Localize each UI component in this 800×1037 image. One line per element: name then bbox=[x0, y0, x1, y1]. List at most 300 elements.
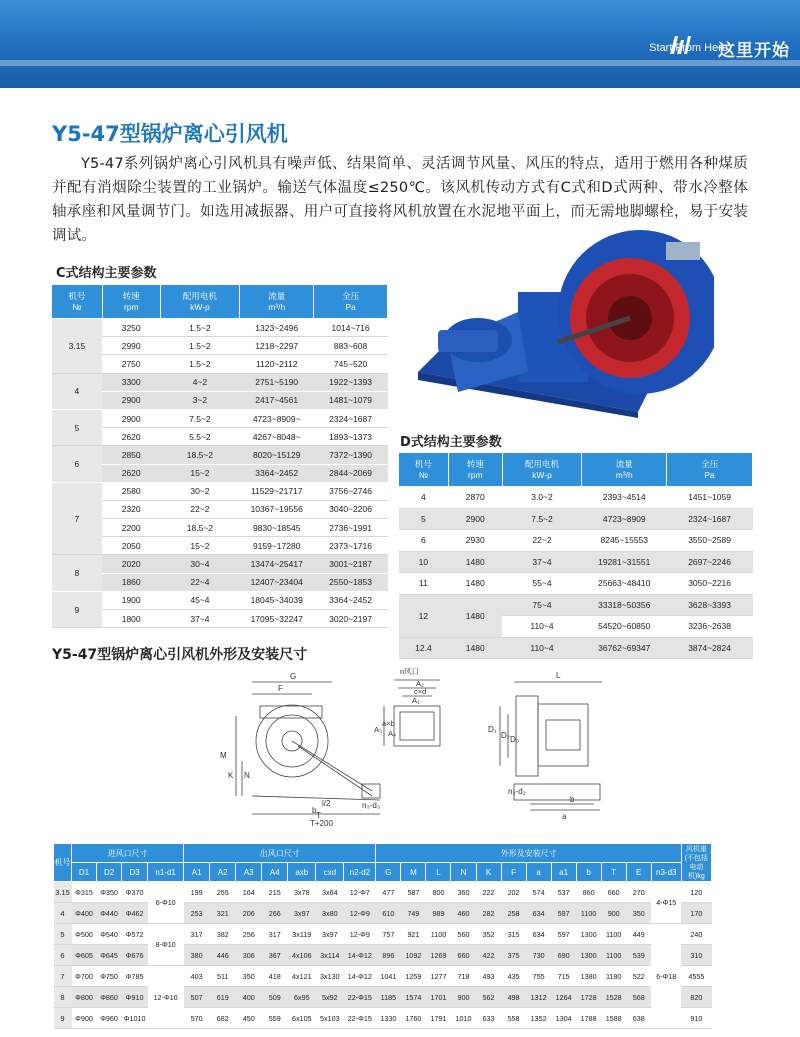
b-cell: 6x95 bbox=[288, 987, 316, 1008]
b-cell: 634 bbox=[526, 924, 551, 945]
b-cell: 4-Φ15 bbox=[651, 882, 681, 924]
side-view-diagram bbox=[212, 666, 390, 826]
c-cell: 4267~8048~ bbox=[240, 428, 314, 446]
table-row bbox=[399, 551, 753, 573]
c-cell: 45~4 bbox=[160, 591, 240, 609]
b-cell: 1352 bbox=[526, 1008, 551, 1029]
b-subheader: K bbox=[476, 863, 501, 882]
banner-stripe bbox=[0, 60, 800, 66]
table-row bbox=[52, 537, 388, 555]
b-cell: 633 bbox=[476, 1008, 501, 1029]
table-row bbox=[52, 337, 388, 355]
b-cell: 755 bbox=[526, 966, 551, 987]
d-cell: 7.5~2 bbox=[502, 508, 582, 530]
b-cell: 1100 bbox=[576, 903, 601, 924]
b-cell: 574 bbox=[526, 882, 551, 903]
b-cell: 539 bbox=[626, 945, 651, 966]
b-cell: 1304 bbox=[551, 1008, 576, 1029]
c-cell: 2620 bbox=[102, 464, 160, 482]
b-header-inlet: 进风口尺寸 bbox=[72, 844, 184, 863]
table-row bbox=[52, 464, 388, 482]
dim-label-axb: a×b bbox=[382, 719, 395, 728]
b-subheader: L bbox=[426, 863, 451, 882]
b-cell: 1788 bbox=[576, 1008, 601, 1029]
dim-label-d3: D₃ bbox=[510, 735, 520, 744]
dim-label-k: K bbox=[228, 771, 234, 780]
c-cell: 22~2 bbox=[160, 500, 240, 518]
b-cell: Φ676 bbox=[122, 945, 148, 966]
b-cell: 14-Φ12 bbox=[344, 966, 376, 987]
b-subheader: b bbox=[576, 863, 601, 882]
b-cell: 690 bbox=[551, 945, 576, 966]
c-cell: 1481~1079 bbox=[314, 391, 388, 409]
b-cell: 255 bbox=[210, 882, 236, 903]
dim-label-l: L bbox=[556, 671, 561, 680]
b-cell: Φ440 bbox=[97, 903, 122, 924]
b-cell: 253 bbox=[184, 903, 210, 924]
b-cell: 1728 bbox=[576, 987, 601, 1008]
c-cell: 2736~1991 bbox=[314, 519, 388, 537]
c-header-no: 机号 № bbox=[52, 285, 103, 319]
d-cell: 75~4 bbox=[502, 594, 582, 616]
c-cell: 2417~4561 bbox=[240, 391, 314, 409]
b-cell: 634 bbox=[526, 903, 551, 924]
b-cell: 682 bbox=[210, 1008, 236, 1029]
b-subheader: D2 bbox=[97, 863, 122, 882]
b-cell: 4555 bbox=[681, 966, 711, 987]
b-cell: 435 bbox=[501, 966, 526, 987]
b-cell: 587 bbox=[401, 882, 426, 903]
c-cell-no: 3.15 bbox=[52, 319, 103, 374]
table-row bbox=[52, 428, 388, 446]
b-cell: 310 bbox=[681, 945, 711, 966]
b-cell: 568 bbox=[626, 987, 651, 1008]
b-cell: 619 bbox=[210, 987, 236, 1008]
c-cell: 2200 bbox=[102, 519, 160, 537]
c-cell: 2020 bbox=[102, 555, 160, 573]
d-cell: 36762~69347 bbox=[582, 637, 667, 659]
d-header-no: 机号 № bbox=[399, 453, 449, 487]
c-cell: 2550~1853 bbox=[314, 573, 388, 591]
b-cell: 3x130 bbox=[316, 966, 344, 987]
b-cell: 317 bbox=[184, 924, 210, 945]
c-cell-no: 7 bbox=[52, 482, 103, 555]
d-cell: 22~2 bbox=[502, 530, 582, 552]
b-subheader: A3 bbox=[236, 863, 262, 882]
c-cell: 4~2 bbox=[160, 373, 240, 391]
table-row bbox=[52, 591, 388, 609]
header-banner bbox=[0, 0, 800, 88]
b-subheader: a bbox=[526, 863, 551, 882]
c-cell: 3001~2187 bbox=[314, 555, 388, 573]
c-cell: 1900 bbox=[102, 591, 160, 609]
b-cell: 460 bbox=[451, 903, 476, 924]
table-row bbox=[52, 500, 388, 518]
b-cell: 537 bbox=[551, 882, 576, 903]
d-cell: 3628~3393 bbox=[667, 594, 753, 616]
b-cell: 1269 bbox=[426, 945, 451, 966]
dim-label-a4: A₄ bbox=[388, 729, 397, 738]
b-cell: 8-Φ10 bbox=[148, 924, 184, 966]
b-cell: 8 bbox=[54, 987, 72, 1008]
b-cell: 610 bbox=[376, 903, 401, 924]
b-cell: 900 bbox=[601, 903, 626, 924]
dim-label-d2: D₂ bbox=[501, 731, 510, 740]
c-cell: 2750 bbox=[102, 355, 160, 373]
c-cell: 2751~5190 bbox=[240, 373, 314, 391]
c-table-title: C式结构主要参数 bbox=[56, 266, 157, 281]
c-cell: 2900 bbox=[102, 409, 160, 427]
dim-label-n2d2: n₂-d₂ bbox=[508, 787, 526, 796]
b-cell: 597 bbox=[551, 903, 576, 924]
b-cell: 4x106 bbox=[288, 945, 316, 966]
b-cell: 12-Φ9 bbox=[344, 903, 376, 924]
d-cell: 25663~48410 bbox=[582, 573, 667, 595]
b-cell: 306 bbox=[236, 945, 262, 966]
b-cell: 7 bbox=[54, 966, 72, 987]
dimensions-title: Y5-47型锅炉离心引风机外形及安装尺寸 bbox=[52, 647, 308, 663]
b-cell: 715 bbox=[551, 966, 576, 987]
c-cell: 2580 bbox=[102, 482, 160, 500]
b-cell: 498 bbox=[501, 987, 526, 1008]
b-cell: 560 bbox=[451, 924, 476, 945]
dimensions-table bbox=[53, 843, 712, 1029]
b-cell: 449 bbox=[626, 924, 651, 945]
dim-label-a2: A₂ bbox=[416, 679, 424, 688]
d-cell: 3874~2824 bbox=[667, 637, 753, 659]
c-cell: 1323~2496 bbox=[240, 319, 314, 337]
b-cell: 12-Φ10 bbox=[148, 966, 184, 1029]
b-header-weight: 风机重(不包括电动机)kg bbox=[681, 844, 711, 882]
b-cell: 1092 bbox=[401, 945, 426, 966]
d-cell: 1480 bbox=[448, 551, 502, 573]
table-row bbox=[54, 882, 712, 903]
c-cell: 1.5~2 bbox=[160, 319, 240, 337]
c-cell: 2620 bbox=[102, 428, 160, 446]
b-cell: 12-Φ9 bbox=[344, 924, 376, 945]
b-cell: 860 bbox=[576, 882, 601, 903]
c-cell: 1014~716 bbox=[314, 319, 388, 337]
b-cell: 1791 bbox=[426, 1008, 451, 1029]
d-cell: 3236~2638 bbox=[667, 616, 753, 638]
c-cell: 12407~23404 bbox=[240, 573, 314, 591]
c-cell: 15~2 bbox=[160, 464, 240, 482]
b-cell: 896 bbox=[376, 945, 401, 966]
b-cell: 375 bbox=[501, 945, 526, 966]
dim-label-b: b bbox=[312, 806, 317, 815]
b-cell: Φ572 bbox=[122, 924, 148, 945]
b-cell: 1300 bbox=[576, 945, 601, 966]
c-cell: 7372~1390 bbox=[314, 446, 388, 464]
dim-label-t200: T+200 bbox=[310, 819, 333, 826]
c-cell: 1860 bbox=[102, 573, 160, 591]
b-cell: 921 bbox=[401, 924, 426, 945]
d-cell: 3550~2589 bbox=[667, 530, 753, 552]
d-cell: 4 bbox=[399, 487, 449, 509]
b-cell: 350 bbox=[626, 903, 651, 924]
c-cell: 30~4 bbox=[160, 555, 240, 573]
table-row bbox=[52, 555, 388, 573]
page-title: Y5-47型锅炉离心引风机 bbox=[52, 122, 288, 146]
b-cell: 270 bbox=[626, 882, 651, 903]
b-subheader: n3-d3 bbox=[651, 863, 681, 882]
table-row bbox=[399, 637, 753, 659]
d-cell: 12 bbox=[399, 594, 449, 637]
b-cell: Φ370 bbox=[122, 882, 148, 903]
b-subheader: A4 bbox=[262, 863, 288, 882]
d-structure-table bbox=[398, 452, 753, 659]
b-cell: 240 bbox=[681, 924, 711, 945]
table-row bbox=[54, 966, 712, 987]
b-cell: 507 bbox=[184, 987, 210, 1008]
b-cell: 1330 bbox=[376, 1008, 401, 1029]
b-cell: 477 bbox=[376, 882, 401, 903]
d-header-motor: 配用电机 kW-p bbox=[502, 453, 582, 487]
c-cell: 7.5~2 bbox=[160, 409, 240, 427]
b-cell: 749 bbox=[401, 903, 426, 924]
c-cell: 13474~25417 bbox=[240, 555, 314, 573]
d-cell: 19281~31551 bbox=[582, 551, 667, 573]
b-cell: 6 bbox=[54, 945, 72, 966]
b-cell: 202 bbox=[501, 882, 526, 903]
b-header-overall: 外形及安装尺寸 bbox=[376, 844, 681, 863]
b-cell: 199 bbox=[184, 882, 210, 903]
b-cell: 215 bbox=[262, 882, 288, 903]
b-cell: 3.15 bbox=[54, 882, 72, 903]
b-cell: 14-Φ12 bbox=[344, 945, 376, 966]
dim-label-cxd: c×d bbox=[414, 687, 427, 696]
b-subheader: n1-d1 bbox=[148, 863, 184, 882]
b-subheader: E bbox=[626, 863, 651, 882]
banner-tagline: Start From Here bbox=[649, 42, 728, 54]
c-header-speed: 转速 rpm bbox=[102, 285, 160, 319]
c-cell: 2844~2069 bbox=[314, 464, 388, 482]
dim-label-t: T bbox=[316, 811, 321, 820]
dim-label-a3: A₃ bbox=[374, 725, 383, 734]
table-row bbox=[399, 594, 753, 616]
c-cell: 1800 bbox=[102, 610, 160, 628]
b-subheader: G bbox=[376, 863, 401, 882]
c-cell: 18045~34039 bbox=[240, 591, 314, 609]
b-cell: 446 bbox=[210, 945, 236, 966]
d-cell: 33318~50356 bbox=[582, 594, 667, 616]
b-subheader: F bbox=[501, 863, 526, 882]
c-cell: 883~608 bbox=[314, 337, 388, 355]
b-header-outlet: 出风口尺寸 bbox=[184, 844, 376, 863]
fan-photo bbox=[408, 222, 714, 418]
banner-brand: 这里开始 bbox=[718, 41, 790, 61]
b-cell: 1312 bbox=[526, 987, 551, 1008]
dim-label-n: N bbox=[244, 771, 250, 780]
b-cell: 660 bbox=[601, 882, 626, 903]
b-cell: 1259 bbox=[401, 966, 426, 987]
b-cell: 1100 bbox=[426, 924, 451, 945]
b-cell: 1300 bbox=[576, 924, 601, 945]
c-cell: 2850 bbox=[102, 446, 160, 464]
b-cell: 511 bbox=[210, 966, 236, 987]
c-cell: 2324~1687 bbox=[314, 409, 388, 427]
d-header-flow: 流量 m³/h bbox=[582, 453, 667, 487]
c-cell: 17095~32247 bbox=[240, 610, 314, 628]
b-cell: 638 bbox=[626, 1008, 651, 1029]
b-cell: 1100 bbox=[601, 924, 626, 945]
b-cell: 1528 bbox=[601, 987, 626, 1008]
b-cell: 493 bbox=[476, 966, 501, 987]
c-cell: 11529~21717 bbox=[240, 482, 314, 500]
b-cell: 380 bbox=[184, 945, 210, 966]
c-cell: 2900 bbox=[102, 391, 160, 409]
c-cell-no: 6 bbox=[52, 446, 103, 482]
d-cell: 10 bbox=[399, 551, 449, 573]
b-cell: 5x103 bbox=[316, 1008, 344, 1029]
b-cell: Φ315 bbox=[72, 882, 97, 903]
c-cell: 745~520 bbox=[314, 355, 388, 373]
b-cell: 321 bbox=[210, 903, 236, 924]
b-cell: Φ785 bbox=[122, 966, 148, 987]
b-cell: 22-Φ15 bbox=[344, 1008, 376, 1029]
b-cell: Φ700 bbox=[72, 966, 97, 987]
b-cell: 350 bbox=[236, 966, 262, 987]
d-cell: 55~4 bbox=[502, 573, 582, 595]
b-cell: 206 bbox=[236, 903, 262, 924]
b-cell: Φ400 bbox=[72, 903, 97, 924]
b-cell: 1701 bbox=[426, 987, 451, 1008]
b-cell: Φ605 bbox=[72, 945, 97, 966]
b-header-no: 机号 bbox=[54, 844, 72, 882]
b-cell: 422 bbox=[476, 945, 501, 966]
b-cell: 3x97 bbox=[288, 903, 316, 924]
table-row bbox=[399, 487, 753, 509]
dim-label-m: M bbox=[220, 751, 227, 760]
d-cell: 12.4 bbox=[399, 637, 449, 659]
dim-label-a1: A₁ bbox=[412, 696, 420, 705]
b-cell: 509 bbox=[262, 987, 288, 1008]
c-cell: 22~4 bbox=[160, 573, 240, 591]
b-cell: 1277 bbox=[426, 966, 451, 987]
c-cell: 2373~1716 bbox=[314, 537, 388, 555]
c-cell: 3756~2746 bbox=[314, 482, 388, 500]
c-cell: 10367~19556 bbox=[240, 500, 314, 518]
outlet-diagram bbox=[372, 666, 458, 826]
b-cell: 120 bbox=[681, 882, 711, 903]
b-cell: 562 bbox=[476, 987, 501, 1008]
b-cell: 660 bbox=[451, 945, 476, 966]
b-cell: 3x80 bbox=[316, 903, 344, 924]
b-cell: 989 bbox=[426, 903, 451, 924]
d-cell: 3050~2216 bbox=[667, 573, 753, 595]
table-row bbox=[52, 610, 388, 628]
c-cell: 9830~18545 bbox=[240, 519, 314, 537]
d-header-pressure: 全压 Pa bbox=[667, 453, 753, 487]
c-cell: 2320 bbox=[102, 500, 160, 518]
b-cell: 403 bbox=[184, 966, 210, 987]
table-row bbox=[52, 482, 388, 500]
b-cell: 315 bbox=[501, 924, 526, 945]
table-row bbox=[52, 446, 388, 464]
c-header-flow: 流量 m³/h bbox=[240, 285, 314, 319]
c-cell: 2050 bbox=[102, 537, 160, 555]
b-cell: 900 bbox=[451, 987, 476, 1008]
c-cell-no: 8 bbox=[52, 555, 103, 591]
table-row bbox=[52, 519, 388, 537]
c-structure-table bbox=[51, 284, 388, 628]
d-cell: 2697~2246 bbox=[667, 551, 753, 573]
b-subheader: cxd bbox=[316, 863, 344, 882]
b-cell: 3x114 bbox=[316, 945, 344, 966]
b-cell: 800 bbox=[426, 882, 451, 903]
d-cell: 1480 bbox=[448, 594, 502, 637]
b-cell: Φ462 bbox=[122, 903, 148, 924]
d-cell: 54520~60850 bbox=[582, 616, 667, 638]
c-cell-no: 5 bbox=[52, 409, 103, 445]
d-cell: 5 bbox=[399, 508, 449, 530]
b-cell: 570 bbox=[184, 1008, 210, 1029]
b-subheader: a1 bbox=[551, 863, 576, 882]
table-row bbox=[52, 573, 388, 591]
b-cell: 1380 bbox=[576, 966, 601, 987]
d-cell: 1480 bbox=[448, 573, 502, 595]
d-cell: 6 bbox=[399, 530, 449, 552]
b-subheader: N bbox=[451, 863, 476, 882]
d-table-title: D式结构主要参数 bbox=[400, 435, 502, 450]
b-cell: 22-Φ15 bbox=[344, 987, 376, 1008]
b-cell: 258 bbox=[501, 903, 526, 924]
b-cell: 317 bbox=[262, 924, 288, 945]
b-cell: 170 bbox=[681, 903, 711, 924]
dim-label-inlet: n风口 bbox=[400, 667, 420, 676]
b-cell: 1180 bbox=[601, 966, 626, 987]
d-cell: 110~4 bbox=[502, 637, 582, 659]
b-cell: Φ800 bbox=[72, 987, 97, 1008]
b-cell: 730 bbox=[526, 945, 551, 966]
table-row bbox=[54, 924, 712, 945]
b-cell: 400 bbox=[236, 987, 262, 1008]
b-cell: 597 bbox=[551, 924, 576, 945]
b-cell: 558 bbox=[501, 1008, 526, 1029]
b-subheader: n2-d2 bbox=[344, 863, 376, 882]
b-cell: 559 bbox=[262, 1008, 288, 1029]
c-cell: 37~4 bbox=[160, 610, 240, 628]
c-cell: 1922~1393 bbox=[314, 373, 388, 391]
front-view-diagram bbox=[474, 666, 612, 826]
c-cell-no: 9 bbox=[52, 591, 103, 627]
b-cell: 5x92 bbox=[316, 987, 344, 1008]
c-cell: 1218~2297 bbox=[240, 337, 314, 355]
b-cell: Φ350 bbox=[97, 882, 122, 903]
b-cell: Φ750 bbox=[97, 966, 122, 987]
b-cell: 352 bbox=[476, 924, 501, 945]
c-cell: 9159~17280 bbox=[240, 537, 314, 555]
c-cell: 1893~1373 bbox=[314, 428, 388, 446]
b-cell: 1010 bbox=[451, 1008, 476, 1029]
table-row bbox=[52, 391, 388, 409]
b-cell: 5 bbox=[54, 924, 72, 945]
c-cell: 1.5~2 bbox=[160, 355, 240, 373]
table-row bbox=[52, 319, 388, 337]
d-cell: 1480 bbox=[448, 637, 502, 659]
d-cell: 110~4 bbox=[502, 616, 582, 638]
dim-label-a: a bbox=[562, 812, 567, 821]
b-subheader: D1 bbox=[72, 863, 97, 882]
b-cell: 820 bbox=[681, 987, 711, 1008]
c-cell: 3~2 bbox=[160, 391, 240, 409]
c-cell: 1.5~2 bbox=[160, 337, 240, 355]
d-cell: 11 bbox=[399, 573, 449, 595]
dim-label-l2: l/2 bbox=[322, 799, 331, 808]
b-cell: 450 bbox=[236, 1008, 262, 1029]
b-subheader: T bbox=[601, 863, 626, 882]
b-cell: Φ900 bbox=[72, 1008, 97, 1029]
